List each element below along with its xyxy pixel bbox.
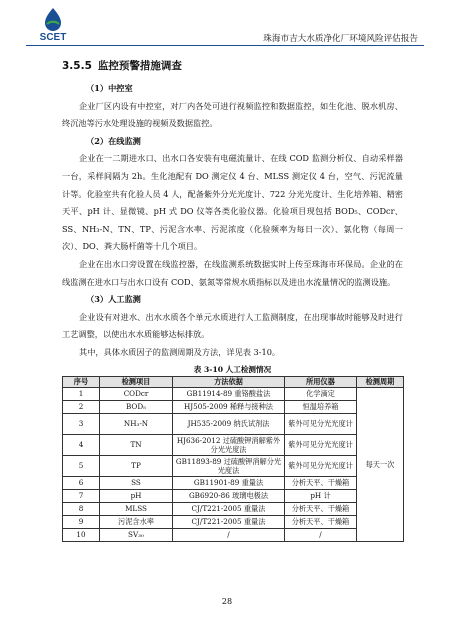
svg-text:SCET: SCET: [39, 32, 67, 42]
cell-method: GB6920-86 玻璃电极法: [173, 489, 285, 502]
cell-instrument: 化学滴定: [285, 387, 357, 400]
document-body: [62, 80, 403, 542]
header-divider: [26, 45, 424, 46]
table-row: [63, 476, 404, 489]
scet-logo: [26, 6, 80, 42]
cell-index: 4: [63, 434, 100, 455]
manual-testing-table: [62, 376, 404, 542]
cell-instrument: /: [285, 528, 357, 541]
cell-method: CJ/T221-2005 重量法: [173, 515, 285, 528]
cell-method: HJ636-2012 过硫酸钾消解紫外分光光度法: [173, 434, 285, 455]
cell-item: CODcr: [100, 387, 173, 400]
page-number: 28: [221, 597, 233, 606]
header-cell: 检测项目: [100, 376, 173, 387]
cell-instrument: 分析天平、干燥箱: [285, 476, 357, 489]
cell-item: NH₃-N: [100, 413, 173, 434]
cell-item: SV₃₀: [100, 528, 173, 541]
cell-item: BOD₅: [100, 400, 173, 413]
table-row: [63, 387, 404, 400]
report-title: 珠海市吉大水质净化厂环境风险评估报告: [263, 34, 418, 44]
cell-item: MLSS: [100, 502, 173, 515]
paragraph-manual-monitoring: 企业设有对进水、出水水质各个单元水质进行人工监测制度，在出现事故时能够及时进行工艺调整，以使出水水质能够达标排放。: [62, 311, 403, 340]
cell-index: 1: [63, 387, 100, 400]
table-caption: 表 3-10 人工检测情况: [193, 364, 272, 374]
cell-index: 9: [63, 515, 100, 528]
cell-item: SS: [100, 476, 173, 489]
cell-period: 每天一次: [357, 387, 404, 541]
cell-index: 10: [63, 528, 100, 541]
paragraph-table-reference: 其中，具体水质因子的监测周期及方法，详见表 3-10。: [79, 346, 281, 357]
cell-instrument: 恒温培养箱: [285, 400, 357, 413]
cell-instrument: 分析天平、干燥箱: [285, 515, 357, 528]
cell-instrument: 分析天平、干燥箱: [285, 502, 357, 515]
cell-index: 3: [63, 413, 100, 434]
paragraph-online-upload: 企业在出水口旁设置在线监控器，在线监测系统数据实时上传至珠海市环保局。企业的在线监测在进水口与出水口设有 COD、氨氮等常规水质指标以及进出水流量情况的监测设施。: [62, 258, 403, 287]
section-title: 监控预警措施调查: [97, 60, 182, 72]
cell-item: 污泥含水率: [100, 515, 173, 528]
table-row: [63, 413, 404, 434]
cell-index: 7: [63, 489, 100, 502]
cell-index: 6: [63, 476, 100, 489]
cell-method: JH535-2009 纳氏试剂法: [173, 413, 285, 434]
cell-method: GB11914-89 重铬酸盐法: [173, 387, 285, 400]
table-header-row: [63, 376, 404, 387]
paragraph-control-room: 企业厂区内设有中控室，对厂内各处可进行视频监控和数据监控，如生化池、脱水机房、终沉池等污水处理设施的视频及数据监控。: [62, 100, 403, 129]
cell-method: GB11901-89 重量法: [173, 476, 285, 489]
section-heading: [62, 58, 182, 73]
header-cell: 检测周期: [357, 376, 404, 387]
header-cell: 序号: [63, 376, 100, 387]
cell-item: TP: [100, 455, 173, 476]
table-row: [63, 528, 404, 541]
cell-item: pH: [100, 489, 173, 502]
header-cell: 所用仪器: [285, 376, 357, 387]
table-row: [63, 515, 404, 528]
table-row: [63, 502, 404, 515]
cell-method: /: [173, 528, 285, 541]
cell-method: GB11893-89 过硫酸钾消解分光光度法: [173, 455, 285, 476]
cell-instrument: 紫外可见分光光度计: [285, 413, 357, 434]
cell-index: 2: [63, 400, 100, 413]
paragraph-online-equipment: 企业在一二期进水口、出水口各安装有电磁流量计、在线 COD 监测分析仪、自动采样器一台，采样间隔为 2h。生化池配有 DO 测定仪 4 台、MLSS 测定仪 4 台，空气、污泥流量计等。化验室共有化验人员 4 人，配备紫外分光光度计、722 分光光度计、生化培养箱、精密天平、pH 计、显微镜、pH 式 DO 仪等各类化验仪器。化验项目现包括 BOD₅、CODcr、SS、NH₃-N、TN、TP、污泥含水率、污泥浓度（化验频率为每日一次）、氯化物（每周一次）、DO、粪大肠杆菌等十几个项目。: [62, 153, 403, 252]
cell-instrument: 紫外可见分光光度计: [285, 455, 357, 476]
table-row: [63, 455, 404, 476]
subheading-online-monitoring: （2）在线监测: [86, 135, 141, 146]
cell-instrument: pH 计: [285, 489, 357, 502]
cell-instrument: 紫外可见分光光度计: [285, 434, 357, 455]
table-row: [63, 489, 404, 502]
table-row: [63, 434, 404, 455]
subheading-manual-monitoring: （3）人工监测: [86, 294, 141, 305]
cell-method: CJ/T221-2005 重量法: [173, 502, 285, 515]
cell-index: 8: [63, 502, 100, 515]
header-cell: 方法依据: [173, 376, 285, 387]
table-row: [63, 400, 404, 413]
section-number: 3.5.5: [62, 60, 92, 72]
cell-item: TN: [100, 434, 173, 455]
cell-method: HJ505-2009 稀释与接种法: [173, 400, 285, 413]
cell-index: 5: [63, 455, 100, 476]
subheading-control-room: （1）中控室: [86, 83, 133, 93]
